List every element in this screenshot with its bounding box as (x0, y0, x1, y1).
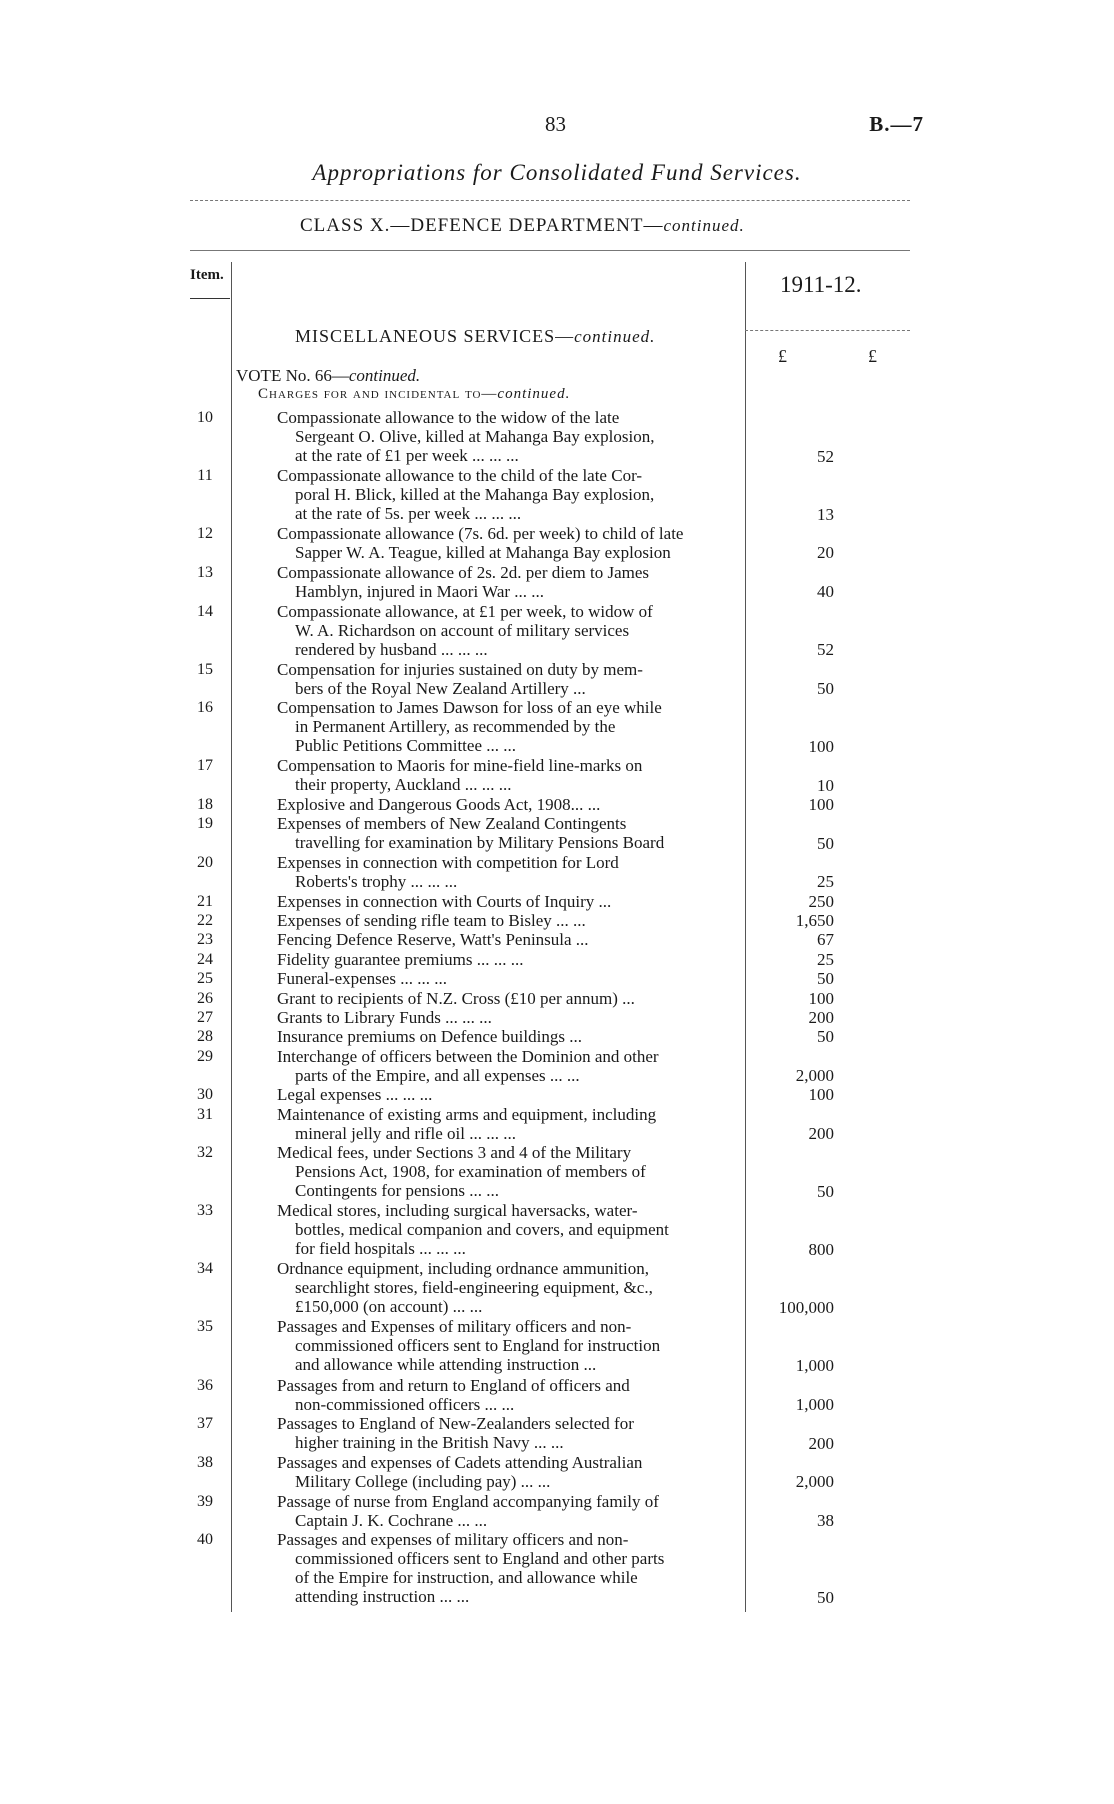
vote-continued: continued. (348, 366, 421, 385)
pound-header-2: £ (868, 346, 877, 366)
item-description (277, 524, 742, 562)
item-number: 33 (197, 1202, 213, 1220)
item-description (277, 1047, 742, 1085)
item-amount: 100 (808, 1085, 834, 1105)
description-line: non-commissioned officers ... ... (295, 1394, 515, 1414)
description-line: Explosive and Dangerous Goods Act, 1908... ... (277, 795, 601, 814)
description-line: travelling for examination by Military Pensions Board (295, 833, 665, 853)
subsection-title: MISCELLANEOUS SERVICES— (295, 326, 575, 346)
description-line: Expenses in connection with Courts of Inquiry ... (277, 891, 612, 911)
description-line: Funeral-expenses ... ... ... (277, 969, 447, 989)
item-number: 29 (197, 1047, 213, 1065)
description-line: Insurance premiums on Defence buildings ... (277, 1027, 582, 1047)
charges-title: Charges for and incidental to— (258, 386, 498, 402)
description-line: for field hospitals ... ... ... (295, 1239, 466, 1259)
item-amount: 20 (817, 543, 834, 563)
item-amount: 52 (817, 640, 834, 660)
item-description (277, 969, 742, 988)
item-number: 19 (197, 815, 213, 833)
item-number: 18 (197, 796, 213, 813)
item-amount: 250 (808, 891, 834, 911)
description-line: Compensation to James Dawson for loss of an eye while (277, 698, 662, 718)
page-number: 83 (545, 112, 566, 136)
class-heading-text: CLASS X.—DEFENCE DEPARTMENT— (300, 215, 664, 236)
item-number: 11 (197, 467, 213, 485)
amount-column-separator (745, 262, 746, 1612)
item-description (277, 602, 742, 659)
item-amount: 200 (808, 1007, 834, 1027)
description-line: Expenses of members of New Zealand Contingents (277, 814, 627, 834)
description-line: Interchange of officers between the Dominion and other (277, 1046, 659, 1066)
description-line: Fencing Defence Reserve, Watt's Peninsula ... (277, 930, 589, 950)
item-number: 37 (197, 1415, 213, 1433)
item-number: 40 (197, 1531, 213, 1549)
item-amount: 800 (808, 1240, 834, 1260)
item-number: 35 (197, 1318, 213, 1336)
report-reference: B.—7 (869, 112, 924, 136)
item-number: 17 (197, 757, 213, 775)
description-line: poral H. Blick, killed at the Mahanga Bay explosion, (295, 485, 655, 505)
item-description (277, 892, 742, 911)
pound-header-1: £ (778, 346, 787, 366)
description-line: Compassionate allowance to the widow of the late (277, 408, 620, 427)
description-line: Compensation to Maoris for mine-field line-marks on (277, 756, 643, 776)
description-line: at the rate of 5s. per week ... ... ... (295, 504, 522, 524)
item-amount: 50 (817, 969, 834, 989)
item-amount: 50 (817, 1588, 834, 1608)
item-amount: 100,000 (778, 1298, 834, 1318)
description-line: Medical stores, including surgical haversacks, water- (277, 1201, 638, 1221)
class-rule (190, 250, 910, 251)
item-description (277, 1085, 742, 1104)
item-amount: 2,000 (795, 1065, 834, 1085)
item-amount: 52 (817, 446, 834, 466)
item-number: 28 (197, 1028, 213, 1046)
item-number: 36 (197, 1376, 213, 1394)
description-line: bers of the Royal New Zealand Artillery ... (295, 678, 586, 698)
item-number: 22 (197, 912, 213, 930)
item-description (277, 795, 742, 814)
subsection-heading (295, 326, 655, 347)
item-amount: 38 (817, 1510, 834, 1530)
description-line: Military College (including pay) ... ... (295, 1471, 551, 1491)
description-line: Passages and Expenses of military officers and non- (277, 1317, 632, 1337)
item-number: 12 (197, 525, 213, 543)
description-line: Roberts's trophy ... ... ... (295, 872, 458, 892)
item-number: 25 (197, 970, 213, 988)
description-line: Compassionate allowance (7s. 6d. per week) to child of late (277, 524, 684, 544)
item-description (277, 408, 742, 465)
item-number: 16 (197, 699, 213, 717)
item-amount: 50 (817, 1027, 834, 1047)
description-line: Grant to recipients of N.Z. Cross (£10 per annum) ... (277, 988, 635, 1008)
item-number: 39 (197, 1492, 213, 1510)
item-number: 38 (197, 1453, 213, 1471)
description-line: searchlight stores, field-engineering equipment, &c., (295, 1278, 653, 1298)
item-description (277, 1414, 742, 1452)
item-number: 27 (197, 1008, 213, 1026)
item-amount: 100 (808, 988, 834, 1008)
description-line: Compassionate allowance to the child of the late Cor- (277, 466, 643, 486)
page-title: Appropriations for Consolidated Fund Services. (312, 160, 802, 185)
description-line: Captain J. K. Cochrane ... ... (295, 1510, 488, 1530)
item-number: 13 (197, 563, 213, 581)
description-line: of the Empire for instruction, and allowance while (295, 1568, 638, 1588)
item-description (277, 1201, 742, 1258)
title-rule (190, 200, 910, 201)
item-amount: 10 (817, 775, 834, 795)
item-description (277, 1027, 742, 1046)
description-line: rendered by husband ... ... ... (295, 639, 488, 659)
item-number: 34 (197, 1260, 213, 1278)
item-description (277, 1008, 742, 1027)
item-description (277, 1105, 742, 1143)
description-line: Compassionate allowance of 2s. 2d. per diem to James (277, 562, 650, 582)
description-line: Public Petitions Committee ... ... (295, 736, 516, 756)
item-description (277, 660, 742, 698)
year-column-header: 1911-12. (780, 272, 862, 297)
item-number: 14 (197, 602, 213, 620)
item-description (277, 756, 742, 794)
item-number: 20 (197, 854, 213, 872)
item-number: 32 (197, 1144, 213, 1162)
item-description (277, 1530, 742, 1606)
item-description (277, 950, 742, 969)
description-line: their property, Auckland ... ... ... (295, 775, 512, 795)
item-column-header: Item. (190, 267, 224, 283)
description-line: higher training in the British Navy ... ... (295, 1433, 564, 1453)
item-number: 31 (197, 1105, 213, 1123)
item-description (277, 989, 742, 1008)
item-amount: 50 (817, 678, 834, 698)
description-line: Passages from and return to England of officers and (277, 1375, 630, 1395)
item-amount: 2,000 (795, 1472, 834, 1492)
description-line: Expenses in connection with competition for Lord (277, 853, 619, 873)
item-description (277, 1143, 742, 1200)
class-continued: continued. (663, 216, 745, 235)
item-amount: 100 (808, 795, 834, 814)
description-line: Grants to Library Funds ... ... ... (277, 1007, 492, 1027)
description-line: mineral jelly and rifle oil ... ... ... (295, 1123, 516, 1143)
item-amount: 1,000 (795, 1356, 834, 1376)
description-line: Ordnance equipment, including ordnance ammunition, (277, 1259, 650, 1279)
description-line: Expenses of sending rifle team to Bisley ... ... (277, 911, 586, 931)
description-line: Compassionate allowance, at £1 per week, to widow of (277, 601, 653, 621)
item-description (277, 814, 742, 852)
vote-number: VOTE No. 66— (236, 366, 349, 385)
description-line: parts of the Empire, and all expenses ... ... (295, 1065, 580, 1085)
item-number: 21 (197, 892, 213, 910)
item-description (277, 698, 742, 755)
item-description (277, 1453, 742, 1491)
item-description (277, 1317, 742, 1374)
class-heading (300, 215, 745, 237)
description-line: at the rate of £1 per week ... ... ... (295, 446, 519, 465)
item-amount: 200 (808, 1433, 834, 1453)
description-line: bottles, medical companion and covers, and equipment (295, 1220, 669, 1240)
item-amount: 25 (817, 949, 834, 969)
description-line: £150,000 (on account) ... ... (295, 1297, 483, 1317)
description-line: attending instruction ... ... (295, 1587, 470, 1607)
description-line: Compensation for injuries sustained on duty by mem- (277, 659, 643, 679)
description-line: Maintenance of existing arms and equipment, including (277, 1104, 657, 1124)
description-line: Sergeant O. Olive, killed at Mahanga Bay explosion, (295, 427, 655, 446)
description-line: Passage of nurse from England accompanying family of (277, 1491, 659, 1511)
description-line: commissioned officers sent to England and other parts (295, 1549, 665, 1569)
description-line: Legal expenses ... ... ... (277, 1085, 433, 1105)
description-line: Contingents for pensions ... ... (295, 1181, 499, 1201)
item-amount: 200 (808, 1123, 834, 1143)
item-amount: 50 (817, 833, 834, 853)
item-number: 10 (197, 409, 213, 426)
charges-continued: continued. (497, 386, 571, 402)
item-number: 26 (197, 989, 213, 1007)
item-description (277, 1376, 742, 1414)
item-column-separator (231, 262, 232, 1612)
charges-heading (258, 386, 570, 403)
description-line: Fidelity guarantee premiums ... ... ... (277, 949, 524, 969)
item-amount: 100 (808, 736, 834, 756)
description-line: Pensions Act, 1908, for examination of members of (295, 1162, 646, 1182)
item-amount: 25 (817, 872, 834, 892)
description-line: Hamblyn, injured in Maori War ... ... (295, 581, 545, 601)
description-line: and allowance while attending instruction ... (295, 1355, 597, 1375)
item-amount: 50 (817, 1181, 834, 1201)
item-amount: 1,000 (795, 1394, 834, 1414)
description-line: commissioned officers sent to England for instruction (295, 1336, 661, 1356)
description-line: Passages and expenses of Cadets attending Australian (277, 1452, 643, 1472)
item-number: 15 (197, 660, 213, 678)
item-amount: 67 (817, 930, 834, 950)
item-description (277, 466, 742, 523)
description-line: Sapper W. A. Teague, killed at Mahanga Bay explosion (295, 543, 671, 563)
subsection-continued: continued. (574, 327, 656, 346)
item-description (277, 930, 742, 949)
item-description (277, 853, 742, 891)
item-number: 23 (197, 931, 213, 949)
item-header-rule (190, 298, 230, 299)
item-number: 24 (197, 950, 213, 968)
description-line: W. A. Richardson on account of military services (295, 620, 630, 640)
item-number: 30 (197, 1086, 213, 1104)
vote-heading (236, 366, 420, 386)
item-amount: 13 (817, 504, 834, 524)
description-line: in Permanent Artillery, as recommended by the (295, 717, 616, 737)
year-rule (745, 330, 910, 331)
item-amount: 40 (817, 582, 834, 602)
description-line: Passages to England of New-Zealanders selected for (277, 1414, 634, 1434)
item-description (277, 1259, 742, 1316)
item-description (277, 1492, 742, 1530)
item-description (277, 911, 742, 930)
description-line: Medical fees, under Sections 3 and 4 of the Military (277, 1143, 632, 1163)
item-description (277, 563, 742, 601)
item-amount: 1,650 (795, 911, 834, 931)
description-line: Passages and expenses of military officers and non- (277, 1530, 629, 1550)
